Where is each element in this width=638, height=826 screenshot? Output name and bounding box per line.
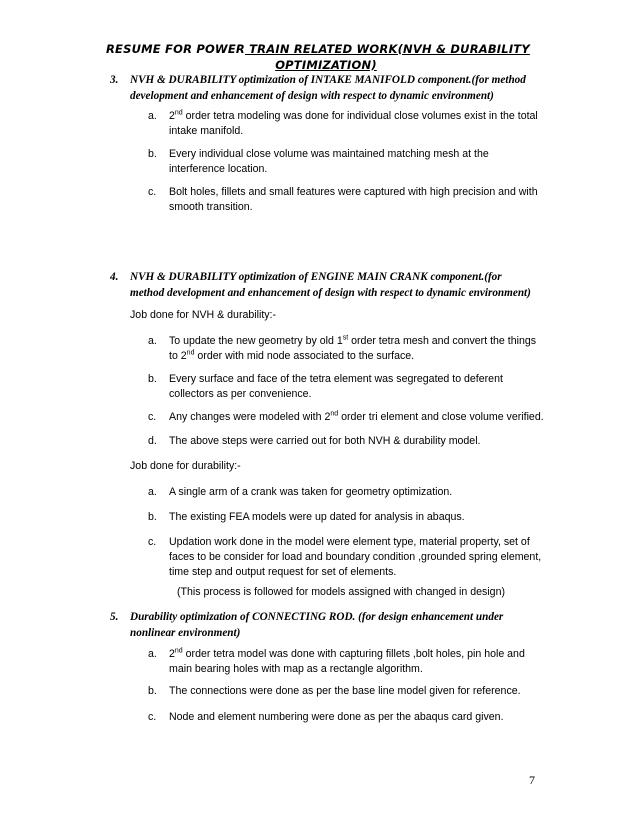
list-item (148, 510, 548, 525)
item-text: The above steps were carried out for both NVH & durability model. (169, 435, 481, 447)
section-5 (110, 609, 550, 641)
item-text: main bearing holes with map as a rectangle algorithm. (169, 663, 423, 675)
heading-line-1: Durability optimization of CONNECTING ROD. (for design enhancement under (130, 611, 504, 623)
item-text: The existing FEA models were up dated for analysis in abaqus. (169, 511, 465, 523)
heading-line-2: nonlinear environment) (130, 627, 241, 639)
list-item (148, 710, 548, 725)
heading-line-1: NVH & DURABILITY optimization of INTAKE MANIFOLD component.(for method (130, 74, 526, 86)
subheading-nvh: Job done for NVH & durability:- (130, 309, 277, 321)
item-text: Every individual close volume was maintained matching mesh at the (169, 148, 489, 160)
item-text: Node and element numbering were done as per the abaqus card given. (169, 711, 504, 723)
list-item (148, 647, 548, 677)
item-text: To update the new geometry by old 1 (169, 335, 343, 347)
list-item (148, 334, 548, 364)
section-3-heading (110, 72, 550, 104)
item-text: Bolt holes, fillets and small features were captured with high precision and with (169, 186, 538, 198)
item-marker: b. (148, 148, 157, 160)
section-number: 3. (110, 74, 119, 86)
item-marker: b. (148, 685, 157, 697)
item-marker: a. (148, 110, 157, 122)
list-item (148, 485, 548, 500)
item-marker: d. (148, 435, 157, 447)
process-note: (This process is followed for models assigned with changed in design) (177, 586, 505, 598)
list-item (148, 372, 548, 402)
title-prefix: RESUME FOR POWER (106, 42, 245, 56)
list-item (148, 410, 548, 425)
list-item (148, 684, 548, 699)
item-text: order tetra mesh and convert the things (348, 335, 537, 347)
section-4 (110, 269, 550, 301)
item-marker: b. (148, 511, 157, 523)
item-marker: b. (148, 373, 157, 385)
item-text: Any changes were modeled with 2 (169, 411, 331, 423)
item-marker: a. (148, 648, 157, 660)
list-item (148, 185, 548, 215)
item-text: collectors as per convenience. (169, 388, 312, 400)
item-text: order tetra model was done with capturing fillets ,bolt holes, pin hole and (182, 648, 525, 660)
section-number: 5. (110, 611, 119, 623)
heading-line-1: NVH & DURABILITY optimization of ENGINE MAIN CRANK component.(for (130, 271, 502, 283)
item-text: order tri element and close volume verified. (338, 411, 544, 423)
superscript: st (342, 334, 349, 342)
item-text: to 2 (169, 350, 187, 362)
item-marker: c. (148, 711, 157, 723)
item-text: 2 (169, 648, 175, 660)
item-marker: c. (148, 186, 157, 198)
item-marker: a. (148, 335, 157, 347)
superscript: nd (186, 349, 195, 357)
superscript: nd (174, 109, 183, 117)
item-text: time step and output request for set of elements. (169, 566, 397, 578)
title-line-1 (106, 41, 546, 57)
item-text: intake manifold. (169, 125, 244, 137)
list-item (148, 434, 548, 449)
item-text: The connections were done as per the base line model given for reference. (169, 685, 521, 697)
item-text: Updation work done in the model were element type, material property, set of (169, 536, 530, 548)
item-marker: c. (148, 536, 157, 548)
item-marker: a. (148, 486, 157, 498)
section-5-heading (110, 609, 550, 641)
title-underlined: TRAIN RELATED WORK(NVH & DURABILITY (244, 42, 530, 56)
section-4-heading (110, 269, 550, 301)
subheading-durability: Job done for durability:- (130, 460, 241, 472)
item-text: 2 (169, 110, 175, 122)
superscript: nd (174, 647, 183, 655)
list-item (148, 109, 548, 139)
section-3 (110, 72, 550, 104)
heading-line-2: development and enhancement of design with respect to dynamic environment) (130, 90, 494, 102)
item-text: smooth transition. (169, 201, 253, 213)
item-text: A single arm of a crank was taken for geometry optimization. (169, 486, 453, 498)
heading-line-2: method development and enhancement of design with respect to dynamic environment) (130, 287, 531, 299)
page-title (106, 41, 546, 73)
list-item (148, 535, 548, 580)
item-text: Every surface and face of the tetra element was segregated to deferent (169, 373, 503, 385)
title-line-2: OPTIMIZATION) (275, 58, 377, 72)
item-text: faces to be consider for load and boundary condition ,grounded spring element, (169, 551, 542, 563)
item-text: interference location. (169, 163, 268, 175)
item-marker: c. (148, 411, 157, 423)
list-item (148, 147, 548, 177)
superscript: nd (330, 410, 339, 418)
page-number: 7 (529, 773, 535, 787)
section-number: 4. (110, 271, 119, 283)
item-text: order tetra modeling was done for individual close volumes exist in the total (182, 110, 538, 122)
item-text: order with mid node associated to the surface. (194, 350, 415, 362)
